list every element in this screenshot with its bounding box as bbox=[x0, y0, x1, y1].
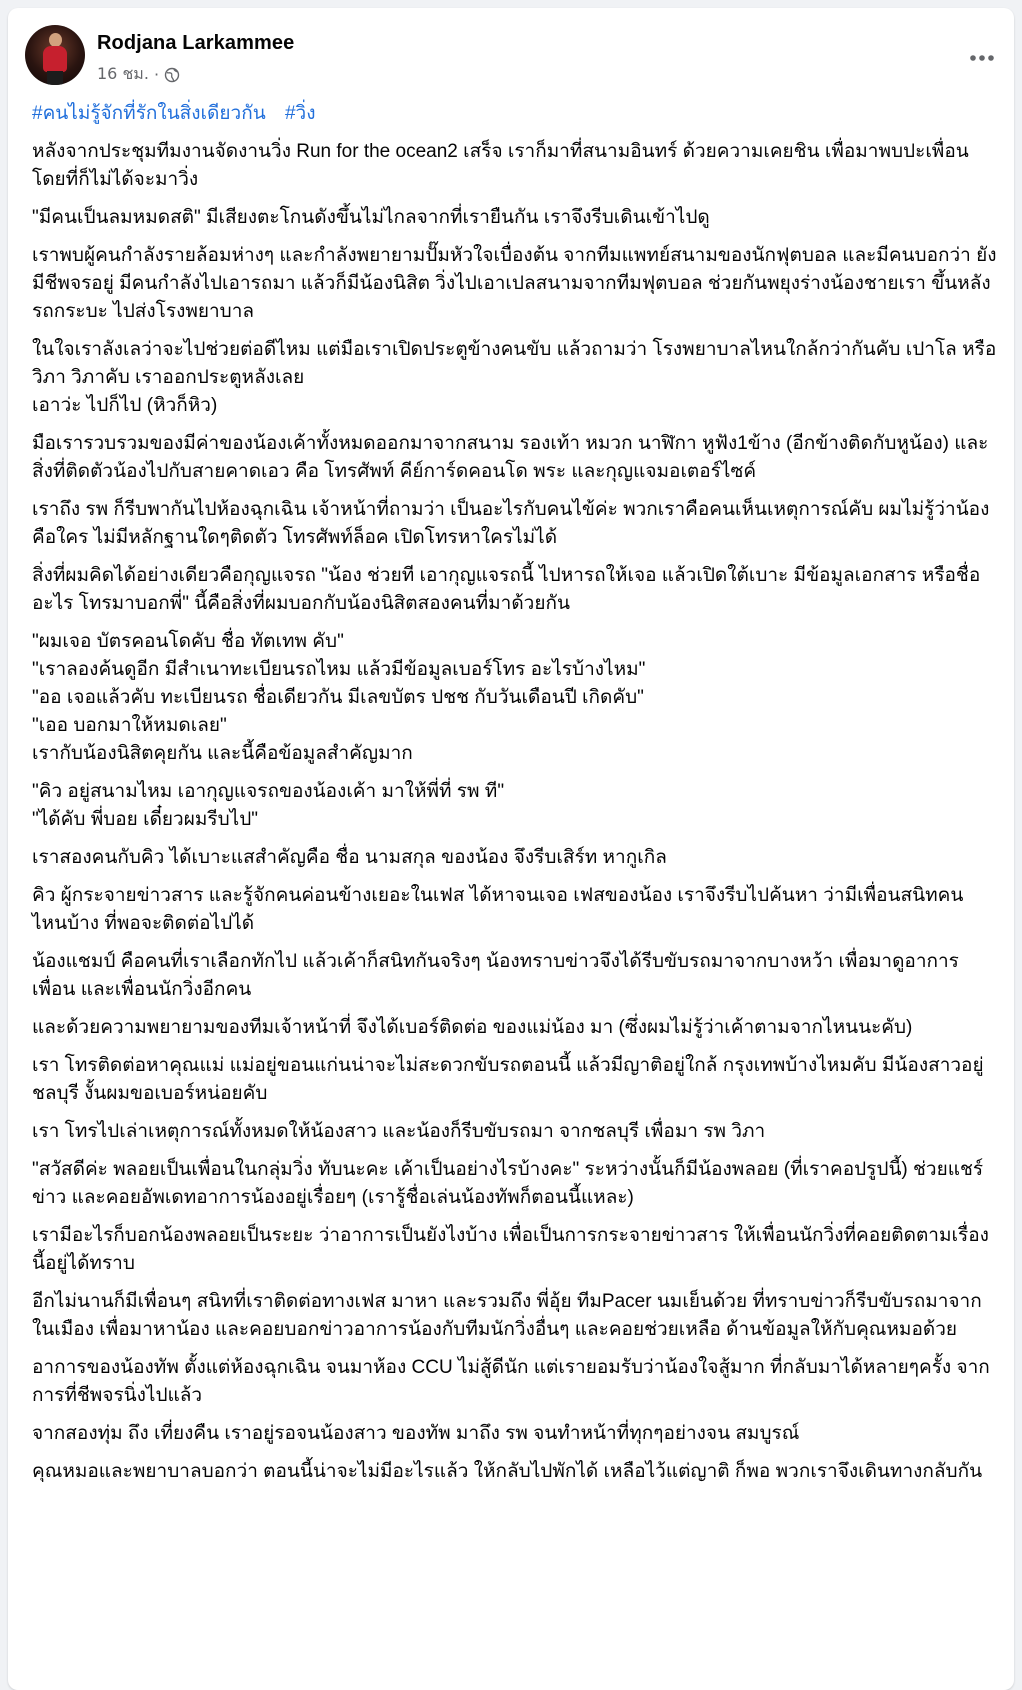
post-paragraph: เราถึง รพ ก็รีบพากันไปห้องฉุกเฉิน เจ้าหน้าที่ถามว่า เป็นอะไรกับคนไข้ค่ะ พวกเราคือคนเห็นเหตุการณ์คับ ผมไม่รู้ว่าน้องคือใคร ไม่มีหลักฐานใดๆติดตัว โทรศัพท์ล็อค เปิดโทรหาใครไม่ได้ bbox=[32, 499, 990, 548]
avatar[interactable] bbox=[25, 25, 85, 85]
author-name[interactable]: Rodjana Larkammee bbox=[97, 32, 295, 54]
meta-separator: · bbox=[153, 65, 160, 84]
ellipsis-icon bbox=[969, 54, 995, 62]
post-paragraph: ในใจเราลังเลว่าจะไปช่วยต่อดีไหม แต่มือเราเปิดประตูข้างคนขับ แล้วถามว่า โรงพยาบาลไหนใกล้กว่ากันคับ เปาโล หรือ วิภา วิภาคับ เราออกประตูหลังเลย เอาว่ะ ไปก็ไป (หิวก็หิว) bbox=[32, 339, 997, 416]
post-paragraph: อาการของน้องทัพ ตั้งแต่ห้องฉุกเฉิน จนมาห้อง CCU ไม่สู้ดีนัก แต่เรายอมรับว่าน้องใจสู้มาก ที่กลับมาได้หลายๆครั้ง จากการที่ชีพจรนิ่งไปแล้ว bbox=[32, 1357, 990, 1406]
post-paragraph: อีกไม่นานก็มีเพื่อนๆ สนิทที่เราติดต่อทางเฟส มาหา และรวมถึง พี่อุ้ย ทีมPacer นมเย็นด้วย ที่ทราบข่าวก็รีบขับรถมาจากในเมือง เพื่อมาหาน้อง และคอยบอกข่าวอาการน้องกับทีมนักวิ่งอื่นๆ และคอยช่วยเหลือ ด้านข้อมูลให้กับคุณหมอด้วย bbox=[32, 1291, 982, 1340]
post-paragraph: "ผมเจอ บัตรคอนโดคับ ชื่อ ทัตเทพ คับ" "เราลองค้นดูอีก มีสำเนาทะเบียนรถไหม แล้วมีข้อมูลเบอร์โทร อะไรบ้างไหม" "ออ เจอแล้วคับ ทะเบียนรถ ชื่อเดียวกัน มีเลขบัตร ปชช กับวันเดือนปี เกิดคับ" "เออ บอกมาให้หมดเลย" เรากับน้องนิสิตคุยกัน และนี้คือข้อมูลสำคัญมาก bbox=[32, 631, 646, 764]
post-paragraph: "มีคนเป็นลมหมดสติ" มีเสียงตะโกนดังขึ้นไม่ไกลจากที่เรายืนกัน เราจึงรีบเดินเข้าไปดู bbox=[32, 207, 710, 228]
post-header bbox=[8, 8, 1014, 104]
post-paragraph: จากสองทุ่ม ถึง เที่ยงคืน เราอยู่รอจนน้องสาว ของทัพ มาถึง รพ จนทำหน้าที่ทุกๆอย่างจน สมบูรณ์ bbox=[32, 1423, 800, 1444]
post-paragraph: และด้วยความพยายามของทีมเจ้าหน้าที่ จึงได้เบอร์ติดต่อ ของแม่น้อง มา (ซึ่งผมไม่รู้ว่าเค้าตามจากไหนนะคับ) bbox=[32, 1017, 913, 1038]
globe-icon[interactable] bbox=[164, 67, 180, 83]
post-meta bbox=[97, 62, 180, 87]
post-content bbox=[32, 100, 998, 1496]
avatar-head-shape bbox=[49, 33, 62, 47]
hashtag-link[interactable]: #คนไม่รู้จักที่รักในสิ่งเดียวกัน bbox=[32, 103, 266, 124]
hashtag-link[interactable]: #วิ่ง bbox=[284, 103, 316, 124]
post-time[interactable]: 16 ชม. bbox=[97, 64, 149, 83]
post-paragraph: คุณหมอและพยาบาลบอกว่า ตอนนี้น่าจะไม่มีอะไรแล้ว ให้กลับไปพักได้ เหลือไว้แต่ญาติ ก็พอ พวกเราจึงเดินทางกลับกัน bbox=[32, 1461, 983, 1482]
post-paragraph: มือเรารวบรวมของมีค่าของน้องเค้าทั้งหมดออกมาจากสนาม รองเท้า หมวก นาฬิกา หูฟัง1ข้าง (อีกข้างติดกับหูน้อง) และ สิ่งที่ติดตัวน้องไปกับสายคาดเอว คือ โทรศัพท์ คีย์การ์ดคอนโด พระ และกุญแจมอเตอร์ไซค์ bbox=[32, 433, 989, 482]
post-card bbox=[8, 8, 1014, 1690]
more-options-button[interactable] bbox=[964, 40, 1000, 76]
post-paragraph: สิ่งที่ผมคิดได้อย่างเดียวคือกุญแจรถ "น้อง ช่วยที เอากุญแจรถนี้ ไปหารถให้เจอ แล้วเปิดใต้เบาะ มีข้อมูลเอกสาร หรือชื่ออะไร โทรมาบอกพี่" นี้คือสิ่งที่ผมบอกกับน้องนิสิตสองคนที่มาด้วยกัน bbox=[32, 565, 981, 614]
post-paragraph: หลังจากประชุมทีมงานจัดงานวิ่ง Run for the ocean2 เสร็จ เราก็มาที่สนามอินทร์ ด้วยความเคยชิน เพื่อมาพบปะเพื่อน โดยที่ก็ไม่ได้จะมาวิ่ง bbox=[32, 141, 969, 190]
post-paragraph: "สวัสดีค่ะ พลอยเป็นเพื่อนในกลุ่มวิ่ง ทับนะคะ เค้าเป็นอย่างไรบ้างคะ" ระหว่างนั้นก็มีน้องพลอย (ที่เราคอปรูปนี้) ช่วยแชร์ข่าว และคอยอัพเดทอาการน้องอยู่เรื่อยๆ (เรารู้ชื่อเล่นน้องทัพก็ตอนนี้แหละ) bbox=[32, 1159, 984, 1208]
post-paragraph: เรามีอะไรก็บอกน้องพลอยเป็นระยะ ว่าอาการเป็นยังไงบ้าง เพื่อเป็นการกระจายข่าวสาร ให้เพื่อนนักวิ่งที่คอยติดตามเรื่องนี้อยู่ได้ทราบ bbox=[32, 1225, 989, 1274]
post-paragraph: น้องแชมป์ คือคนที่เราเลือกทักไป แล้วเค้าก็สนิทกันจริงๆ น้องทราบข่าวจึงได้รีบขับรถมาจากบางหว้า เพื่อมาดูอาการเพื่อน และเพื่อนนักวิ่งอีกคน bbox=[32, 951, 959, 1000]
avatar-body-shape bbox=[43, 46, 67, 72]
post-paragraph: คิว ผู้กระจายข่าวสาร และรู้จักคนค่อนข้างเยอะในเฟส ได้หาจนเจอ เฟสของน้อง เราจึงรีบไปค้นหา ว่ามีเพื่อนสนิทคนไหนบ้าง ที่พอจะติดต่อไปได้ bbox=[32, 885, 964, 934]
post-paragraph: เรา โทรไปเล่าเหตุการณ์ทั้งหมดให้น้องสาว และน้องก็รีบขับรถมา จากชลบุรี เพื่อมา รพ วิภา bbox=[32, 1121, 766, 1142]
post-paragraph: "คิว อยู่สนามไหม เอากุญแจรถของน้องเค้า มาให้พี่ที่ รพ ที" "ได้คับ พี่บอย เดี๋ยวผมรีบไป" bbox=[32, 781, 505, 830]
post-paragraph: เรา โทรติดต่อหาคุณแม่ แม่อยู่ขอนแก่นน่าจะไม่สะดวกขับรถตอนนี้ แล้วมีญาติอยู่ใกล้ กรุงเทพบ้างไหมคับ มีน้องสาวอยู่ชลบุรี งั้นผมขอเบอร์หน่อยคับ bbox=[32, 1055, 984, 1104]
post-paragraph: เราพบผู้คนกำลังรายล้อมห่างๆ และกำลังพยายามปั๊มหัวใจเบื่องต้น จากทีมแพทย์สนามของนักฟุตบอล และมีคนบอกว่า ยังมีชีพจรอยู่ มีคนกำลังไปเอารถมา แล้วก็มีน้องนิสิต วิ่งไปเอาเปลสนามจากทีมฟุตบอล ช่วยกันพยุงร่างน้องชายเรา ขึ้นหลังรถกระบะ ไปส่งโรงพยาบาล bbox=[32, 245, 997, 322]
post-paragraph: เราสองคนกับคิว ได้เบาะแสสำคัญคือ ชื่อ นามสกุล ของน้อง จึงรีบเสิร์ท หากูเกิล bbox=[32, 847, 667, 868]
avatar-legs-shape bbox=[47, 71, 63, 85]
hashtag-line bbox=[32, 100, 998, 128]
